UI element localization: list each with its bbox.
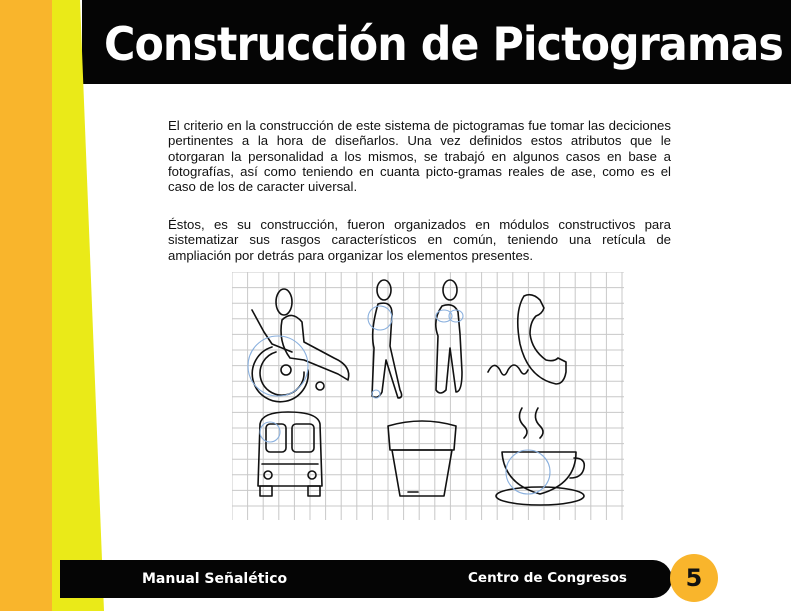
pictogram-grid-figure — [232, 272, 624, 520]
construction-paragraph: Éstos, es su construcción, fueron organizados en módulos constructivos para sistematizar sus rasgos característicos en común, teniendo una retícula de ampliación por detrás para organizar los elementos presentes. — [168, 217, 671, 263]
woman-icon — [436, 280, 463, 393]
trash-bin-icon — [388, 421, 456, 496]
footer-event-name: Centro de Congresos — [468, 570, 627, 586]
man-icon — [368, 280, 402, 398]
telephone-icon — [488, 295, 566, 384]
intro-paragraph: El criterio en la construcción de este sistema de pictogramas fue tomar las deciciones pertinentes a la hora de diseñarlos. Una vez definidos estos atributos que le otorgaran la personalidad a los mismos, se trabajó en algunos casos en base a fotografías, así como teniendo en cuanta picto-gramas reales de ase, como es el caso de los de caracter uiversal. — [168, 118, 671, 195]
page-title: Construcción de Pictogramas — [104, 17, 783, 71]
bus-icon — [258, 412, 322, 496]
page-number-badge — [670, 554, 718, 602]
footer-manual-title: Manual Señalético — [142, 571, 288, 587]
orange-side-band — [0, 0, 52, 611]
page-number: 5 — [685, 564, 703, 592]
